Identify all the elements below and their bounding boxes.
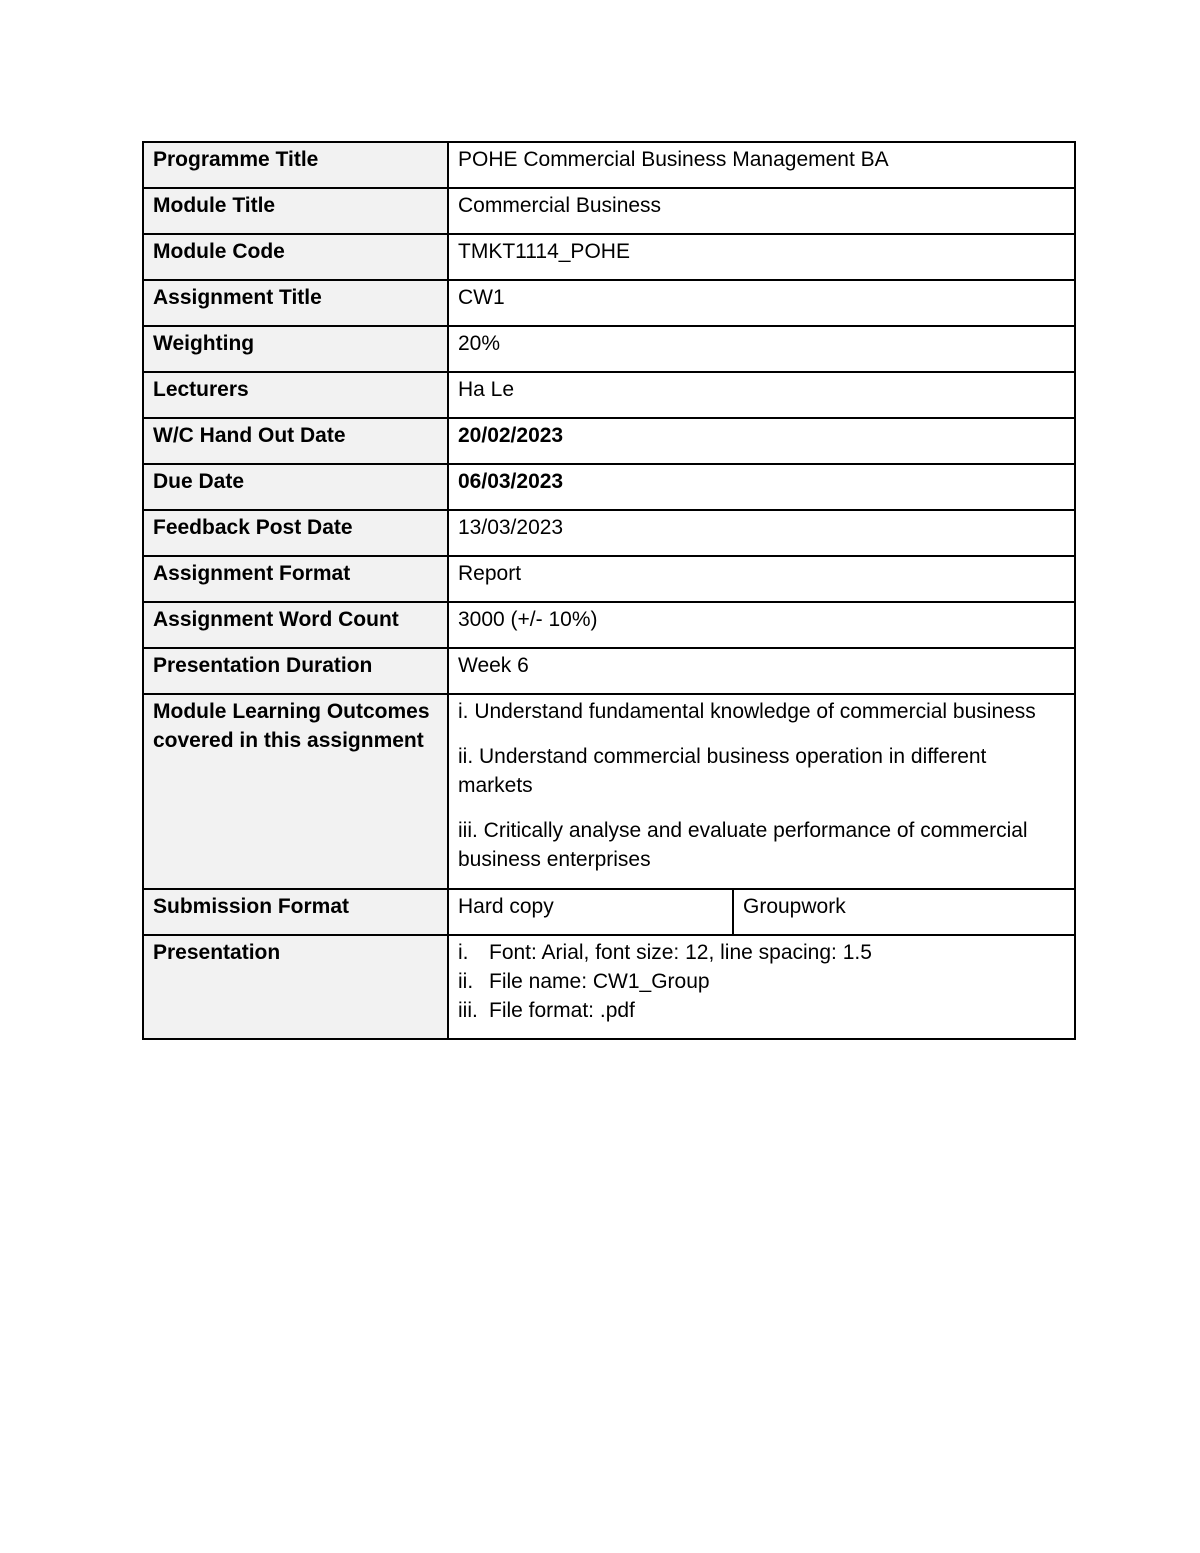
table-row (143, 648, 1075, 694)
list-item (458, 996, 1064, 1025)
list-item-number: i. (458, 941, 469, 964)
table-row (143, 234, 1075, 280)
list-item (458, 938, 1064, 967)
row-value: Report (448, 556, 1075, 602)
table-row (143, 510, 1075, 556)
row-label: Weighting (143, 326, 448, 372)
table-row (143, 280, 1075, 326)
table-row (143, 464, 1075, 510)
row-value: Week 6 (448, 648, 1075, 694)
learning-outcomes-list (448, 694, 1075, 889)
row-label: Module Title (143, 188, 448, 234)
row-label: Presentation Duration (143, 648, 448, 694)
learning-outcome-item: ii. Understand commercial business operation in different markets (458, 745, 987, 797)
row-label: Module Code (143, 234, 448, 280)
row-label: Assignment Title (143, 280, 448, 326)
list-item (458, 967, 1064, 996)
list-item-number: iii. (458, 999, 478, 1022)
table-row (143, 418, 1075, 464)
row-label: Lecturers (143, 372, 448, 418)
table-row (143, 188, 1075, 234)
presentation-row (143, 935, 1075, 1039)
row-value: TMKT1114_POHE (448, 234, 1075, 280)
presentation-requirements (448, 935, 1075, 1039)
row-value: 20/02/2023 (448, 418, 1075, 464)
table-row (143, 602, 1075, 648)
table-row (143, 556, 1075, 602)
row-value: CW1 (448, 280, 1075, 326)
submission-format-value: Hard copy (448, 889, 733, 935)
submission-format-label: Submission Format (143, 889, 448, 935)
assignment-info-table (142, 141, 1076, 1040)
submission-type-value: Groupwork (733, 889, 1075, 935)
row-value: Commercial Business (448, 188, 1075, 234)
row-label: Feedback Post Date (143, 510, 448, 556)
learning-outcomes-row (143, 694, 1075, 889)
table-row (143, 142, 1075, 188)
row-value: 20% (448, 326, 1075, 372)
row-value: POHE Commercial Business Management BA (448, 142, 1075, 188)
learning-outcome-item: iii. Critically analyse and evaluate performance of commercial business enterprises (458, 819, 1028, 871)
presentation-list (458, 938, 1064, 1025)
learning-outcome-item: i. Understand fundamental knowledge of commercial business (458, 700, 1036, 723)
row-label: Programme Title (143, 142, 448, 188)
row-label: Assignment Word Count (143, 602, 448, 648)
row-value: 06/03/2023 (448, 464, 1075, 510)
row-label: Due Date (143, 464, 448, 510)
row-value: 13/03/2023 (448, 510, 1075, 556)
row-value: Ha Le (448, 372, 1075, 418)
row-value: 3000 (+/- 10%) (448, 602, 1075, 648)
submission-format-row (143, 889, 1075, 935)
table-row (143, 372, 1075, 418)
list-item-text: Font: Arial, font size: 12, line spacing: 1.5 (489, 941, 872, 964)
learning-outcomes-label: Module Learning Outcomes covered in this assignment (143, 694, 448, 889)
list-item-number: ii. (458, 970, 474, 993)
table-row (143, 326, 1075, 372)
presentation-label: Presentation (143, 935, 448, 1039)
list-item-text: File name: CW1_Group (489, 970, 710, 993)
row-label: W/C Hand Out Date (143, 418, 448, 464)
list-item-text: File format: .pdf (489, 999, 635, 1022)
row-label: Assignment Format (143, 556, 448, 602)
